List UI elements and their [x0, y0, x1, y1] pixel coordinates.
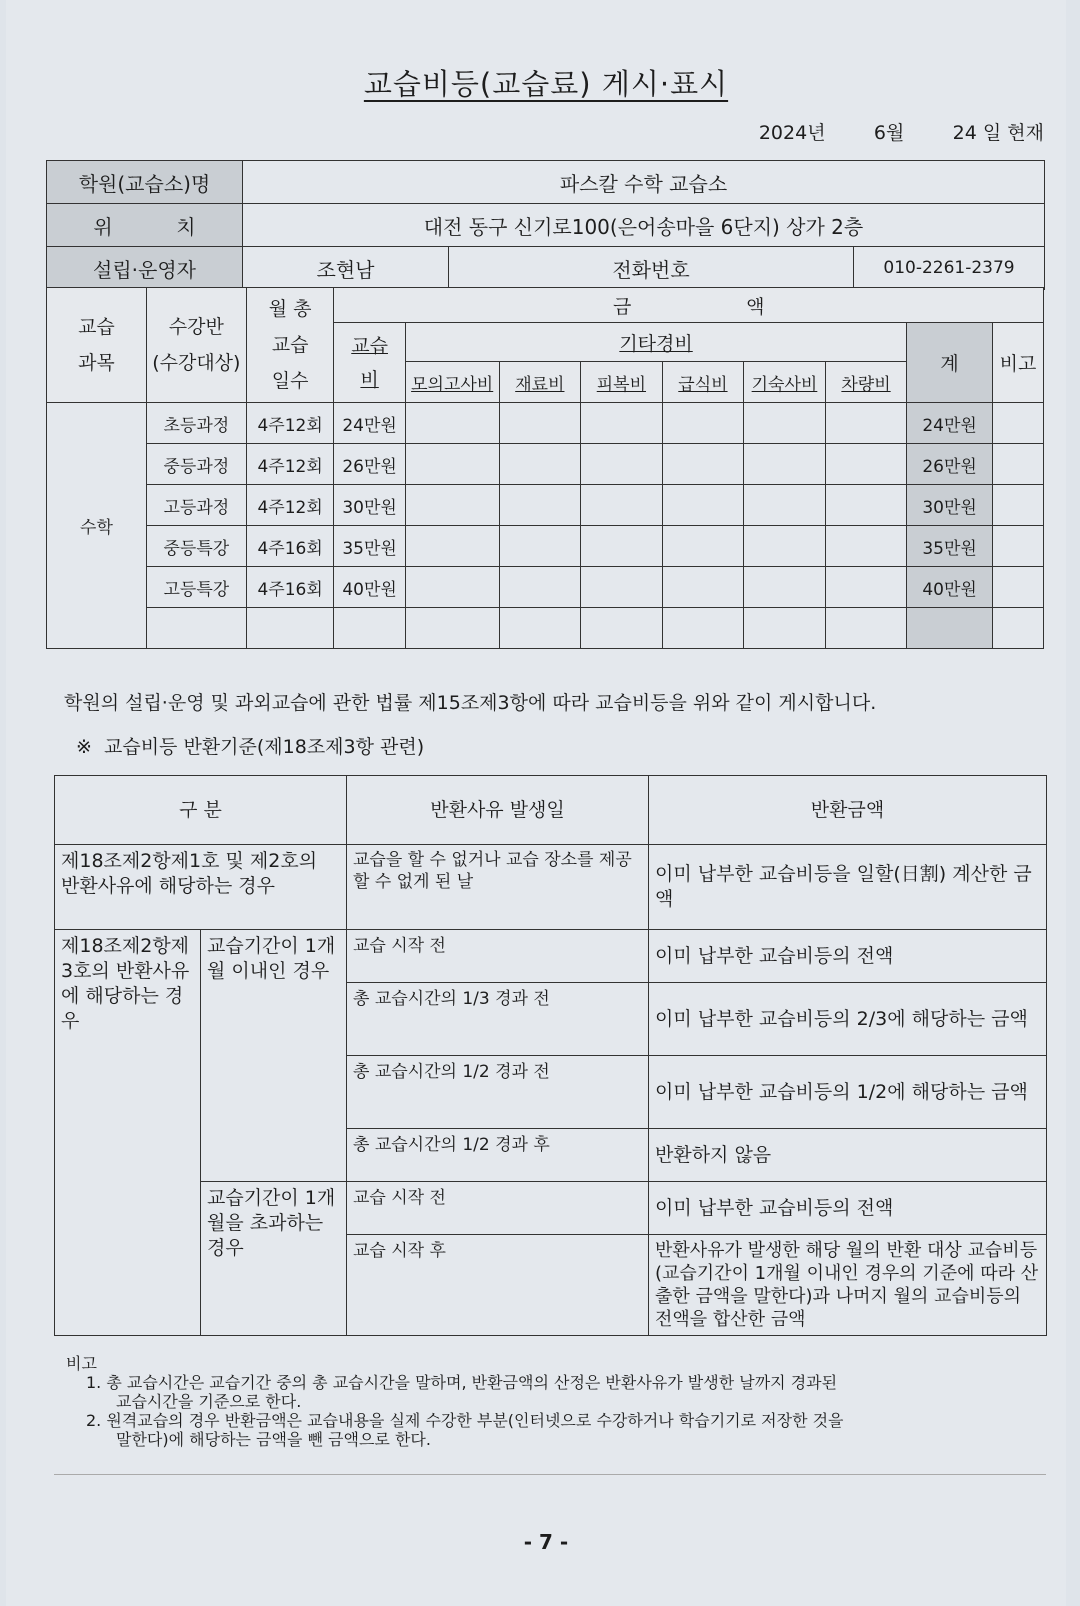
refund-amount-row: 반환사유가 발생한 해당 월의 반환 대상 교습비등(교습기간이 1개월 이내인 경우의 기준에 따라 산출한 금액을 말한다)과 나머지 월의 교습비등의 전액을 합산한 금액 — [649, 1235, 1047, 1336]
refund-date-row: 교습 시작 후 — [347, 1235, 649, 1336]
founder-value: 조현남 — [243, 247, 449, 290]
refund-date-row: 총 교습시간의 1/2 경과 전 — [347, 1056, 649, 1129]
header-category: 구 분 — [55, 776, 347, 845]
refund-date-row: 교습 시작 전 — [347, 1182, 649, 1235]
total-cell: 30만원 — [907, 485, 993, 526]
header-amount: 금 액 — [334, 288, 1044, 323]
days-cell: 4주16회 — [246, 567, 334, 608]
tuition-cell: 35만원 — [334, 526, 405, 567]
header-note: 비고 — [992, 323, 1043, 403]
refund-date-1: 교습을 할 수 없거나 교습 장소를 제공할 수 없게 된 날 — [347, 845, 649, 930]
class-cell: 중등과정 — [146, 444, 246, 485]
days-cell: 4주12회 — [246, 444, 334, 485]
header-mock-exam-fee: 모의고사비 — [405, 362, 499, 403]
refund-table — [54, 775, 1047, 1336]
refund-cat-1: 제18조제2항제1호 및 제2호의 반환사유에 해당하는 경우 — [55, 845, 347, 930]
refund-date-row: 교습 시작 전 — [347, 930, 649, 983]
refund-sub-within-month: 교습기간이 1개월 이내인 경우 — [201, 930, 347, 1182]
days-cell: 4주16회 — [246, 526, 334, 567]
remarks — [66, 1354, 1066, 1449]
phone-value: 010-2261-2379 — [854, 247, 1045, 290]
refund-date-row: 총 교습시간의 1/2 경과 후 — [347, 1129, 649, 1182]
fee-table — [46, 287, 1044, 649]
academy-name-label: 학원(교습소)명 — [47, 161, 243, 204]
class-cell: 중등특강 — [146, 526, 246, 567]
header-days: 월 총 교습 일수 — [246, 288, 334, 403]
header-tuition: 교습 비 — [334, 323, 405, 403]
academy-info-table — [46, 160, 1045, 290]
header-refund-amount: 반환금액 — [649, 776, 1047, 845]
refund-cat-2: 제18조제2항제3호의 반환사유에 해당하는 경우 — [55, 930, 201, 1336]
remark-item-1-cont: 교습시간을 기준으로 한다. — [116, 1392, 302, 1411]
posting-statement: 학원의 설립·운영 및 과외교습에 관한 법률 제15조제3항에 따라 교습비등을 위와 같이 게시합니다. — [64, 692, 877, 714]
tuition-cell: 40만원 — [334, 567, 405, 608]
class-cell: 초등과정 — [146, 403, 246, 444]
header-meal-fee: 급식비 — [662, 362, 744, 403]
fee-row — [47, 567, 1044, 608]
location-value: 대전 동구 신기로100(은어송마을 6단지) 상가 2층 — [243, 204, 1045, 247]
header-subject: 교습 과목 — [47, 288, 147, 403]
refund-sub-over-month: 교습기간이 1개월을 초과하는 경우 — [201, 1182, 347, 1336]
fee-row — [47, 526, 1044, 567]
remark-item-1: 1. 총 교습시간은 교습기간 중의 총 교습시간을 말하며, 반환금액의 산정은 반환사유가 발생한 날까지 경과된 — [86, 1373, 838, 1392]
class-cell: 고등특강 — [146, 567, 246, 608]
founder-label: 설립·운영자 — [47, 247, 243, 290]
refund-amount-row: 이미 납부한 교습비등의 전액 — [649, 930, 1047, 983]
days-cell: 4주12회 — [246, 485, 334, 526]
header-other-expenses: 기타경비 — [405, 323, 907, 362]
header-total: 계 — [907, 323, 993, 403]
refund-amount-row: 이미 납부한 교습비등의 1/2에 해당하는 금액 — [649, 1056, 1047, 1129]
fee-row — [47, 403, 1044, 444]
refund-date-row: 총 교습시간의 1/3 경과 전 — [347, 983, 649, 1056]
total-cell: 35만원 — [907, 526, 993, 567]
remark-item-2-cont: 말한다)에 해당하는 금액을 뺀 금액으로 한다. — [116, 1430, 431, 1449]
refund-amount-1: 이미 납부한 교습비등을 일할(日割) 계산한 금액 — [649, 845, 1047, 930]
fee-row — [47, 444, 1044, 485]
tuition-cell: 24만원 — [334, 403, 405, 444]
document-title: 교습비등(교습료) 게시·표시 — [363, 67, 729, 101]
refund-standard-heading: ※ 교습비등 반환기준(제18조제3항 관련) — [76, 736, 425, 758]
tuition-cell: 26만원 — [334, 444, 405, 485]
remark-item-2: 2. 원격교습의 경우 반환금액은 교습내용을 실제 수강한 부분(인터넷으로 수강하거나 학습기기로 저장한 것을 — [86, 1411, 844, 1430]
location-label: 위 치 — [47, 204, 243, 247]
header-dormitory-fee: 기숙사비 — [744, 362, 826, 403]
total-cell: 26만원 — [907, 444, 993, 485]
refund-amount-row: 반환하지 않음 — [649, 1129, 1047, 1182]
subject-cell: 수학 — [47, 403, 147, 649]
fee-row-empty — [47, 608, 1044, 649]
header-refund-date: 반환사유 발생일 — [347, 776, 649, 845]
divider — [54, 1474, 1046, 1475]
page-number: - 7 - — [523, 1530, 569, 1554]
days-cell: 4주12회 — [246, 403, 334, 444]
academy-name-value: 파스칼 수학 교습소 — [243, 161, 1045, 204]
document-page — [6, 0, 1066, 1606]
header-material-fee: 재료비 — [499, 362, 581, 403]
phone-label: 전화번호 — [449, 247, 854, 290]
total-cell: 40만원 — [907, 567, 993, 608]
date-line: 2024년 6월 24 일 현재 — [758, 122, 1044, 144]
header-vehicle-fee: 차량비 — [825, 362, 907, 403]
header-clothing-fee: 피복비 — [581, 362, 663, 403]
refund-amount-row: 이미 납부한 교습비등의 2/3에 해당하는 금액 — [649, 983, 1047, 1056]
tuition-cell: 30만원 — [334, 485, 405, 526]
fee-row — [47, 485, 1044, 526]
class-cell: 고등과정 — [146, 485, 246, 526]
header-class: 수강반 (수강대상) — [146, 288, 246, 403]
refund-amount-row: 이미 납부한 교습비등의 전액 — [649, 1182, 1047, 1235]
total-cell: 24만원 — [907, 403, 993, 444]
remarks-label: 비고 — [66, 1354, 97, 1373]
